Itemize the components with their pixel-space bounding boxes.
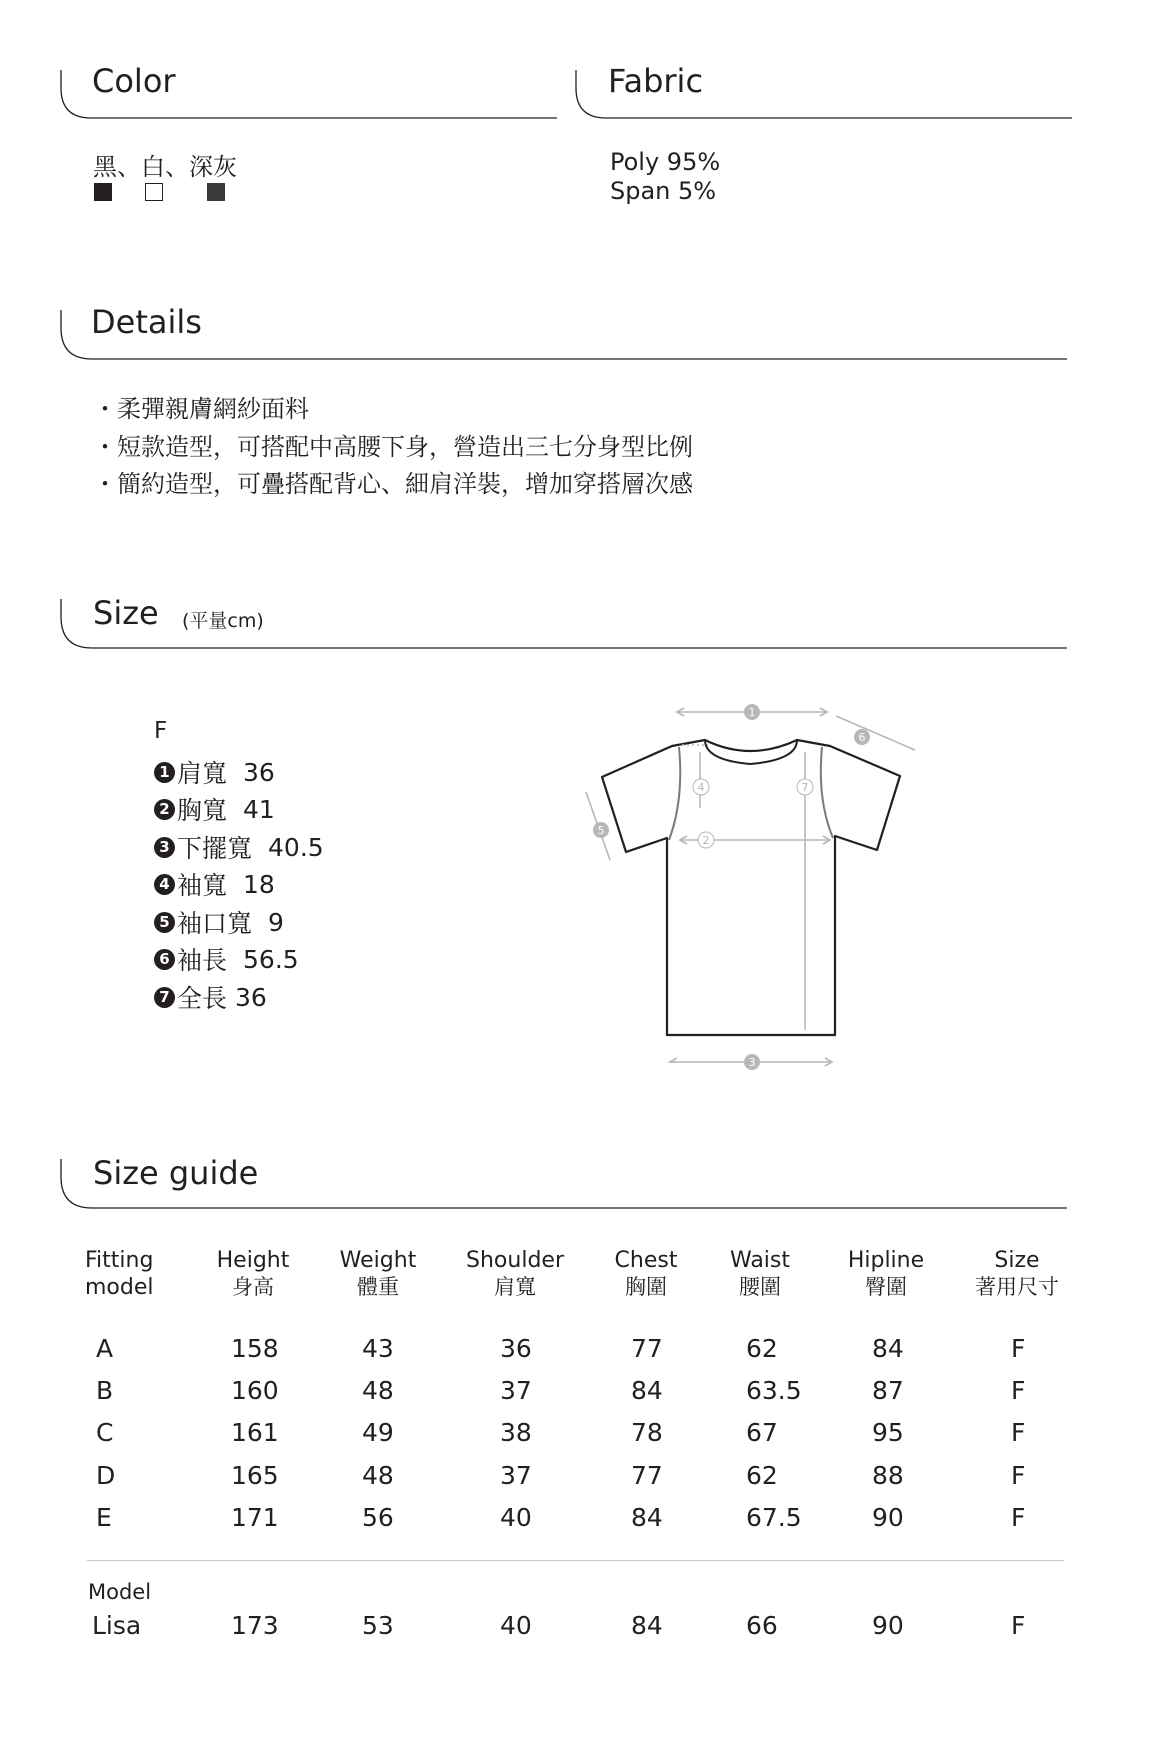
details-item-2: ・短款造型，可搭配中高腰下身，營造出三七分身型比例 <box>93 433 693 461</box>
fabric-line-2: Span 5% <box>610 177 717 205</box>
measure-sleeve-width <box>154 866 275 902</box>
table-cell: F <box>1011 1418 1026 1447</box>
table-cell: 48 <box>362 1376 394 1405</box>
table-cell: 63.5 <box>746 1376 802 1405</box>
number-badge: 2 <box>154 799 175 820</box>
color-names: 黑、白、深灰 <box>93 153 237 181</box>
diagram-marker-5: 5 <box>597 824 605 837</box>
diagram-marker-4: 4 <box>697 781 705 794</box>
diagram-marker-6: 6 <box>858 731 866 744</box>
header-height: Height 身高 <box>216 1248 290 1299</box>
measure-name: 袖長 <box>177 946 228 975</box>
measure-hem <box>154 829 324 865</box>
table-cell: 171 <box>231 1503 279 1532</box>
header-hipline: Hipline 臀圍 <box>847 1248 925 1299</box>
header-shoulder: Shoulder 肩寬 <box>466 1248 564 1299</box>
table-cell: 78 <box>631 1418 663 1447</box>
number-badge: 3 <box>154 837 175 858</box>
details-item-3: ・簡約造型，可疊搭配背心、細肩洋裝，增加穿搭層次感 <box>93 470 693 498</box>
table-cell: 84 <box>631 1611 663 1640</box>
measure-value: 18 <box>243 869 275 899</box>
fabric-title: Fabric <box>608 62 704 100</box>
table-cell: 77 <box>631 1461 663 1490</box>
table-cell: 67 <box>746 1418 778 1447</box>
table-cell: C <box>96 1418 114 1447</box>
number-badge: 7 <box>154 987 175 1008</box>
measure-shoulder <box>154 754 275 790</box>
measure-value: 56.5 <box>243 944 299 974</box>
measure-name: 全長 <box>177 984 228 1013</box>
table-cell: F <box>1011 1611 1026 1640</box>
diagram-marker-1: 1 <box>748 706 756 719</box>
table-cell: 56 <box>362 1503 394 1532</box>
table-cell: 43 <box>362 1334 394 1363</box>
table-cell: F <box>1011 1376 1026 1405</box>
diagram-marker-3: 3 <box>748 1056 756 1069</box>
number-badge: 5 <box>154 912 175 933</box>
measure-value: 9 <box>268 907 284 937</box>
color-title: Color <box>92 62 176 100</box>
table-cell: 49 <box>362 1418 394 1447</box>
header-chest: Chest 胸圍 <box>614 1248 678 1299</box>
table-cell: 40 <box>500 1611 532 1640</box>
header-size: Size 著用尺寸 <box>975 1248 1059 1299</box>
measure-sleeve-length <box>154 941 299 977</box>
measure-name: 胸寬 <box>177 796 228 825</box>
measure-name: 肩寬 <box>177 759 228 788</box>
table-cell: 84 <box>631 1503 663 1532</box>
header-fitting: Fitting model <box>85 1248 154 1300</box>
table-cell: 67.5 <box>746 1503 802 1532</box>
table-cell: 38 <box>500 1418 532 1447</box>
table-cell: B <box>96 1376 114 1405</box>
tshirt-diagram <box>560 690 940 1090</box>
swatch-dark-gray <box>207 183 225 201</box>
table-cell: 84 <box>631 1376 663 1405</box>
table-cell: 161 <box>231 1418 279 1447</box>
fabric-line-1: Poly 95% <box>610 148 721 176</box>
size-title: Size <box>93 594 159 632</box>
details-title: Details <box>91 303 202 341</box>
table-cell: 84 <box>872 1334 904 1363</box>
header-waist: Waist 腰圍 <box>729 1248 791 1299</box>
table-cell: 90 <box>872 1503 904 1532</box>
table-cell: Lisa <box>92 1611 142 1640</box>
table-cell: 40 <box>500 1503 532 1532</box>
size-unit: (平量cm) <box>182 610 264 632</box>
details-header-line <box>60 303 1070 362</box>
measure-value: 36 <box>243 757 275 787</box>
table-cell: 37 <box>500 1376 532 1405</box>
measure-name: 袖口寬 <box>177 909 253 938</box>
measure-name: 下擺寬 <box>177 834 253 863</box>
table-cell: F <box>1011 1334 1026 1363</box>
number-badge: 4 <box>154 874 175 895</box>
table-cell: 158 <box>231 1334 279 1363</box>
table-cell: 77 <box>631 1334 663 1363</box>
swatch-black <box>94 183 112 201</box>
table-cell: 62 <box>746 1334 778 1363</box>
measure-total-length <box>154 979 267 1015</box>
size-guide-title: Size guide <box>93 1154 259 1192</box>
table-cell: 90 <box>872 1611 904 1640</box>
measure-name: 袖寬 <box>177 871 228 900</box>
table-cell: 62 <box>746 1461 778 1490</box>
table-cell: 88 <box>872 1461 904 1490</box>
header-weight: Weight 體重 <box>339 1248 417 1299</box>
swatch-white <box>145 183 163 201</box>
table-cell: 37 <box>500 1461 532 1490</box>
table-cell: A <box>96 1334 114 1363</box>
measure-value: 36 <box>235 982 267 1012</box>
model-label: Model <box>88 1580 152 1604</box>
measure-value: 41 <box>243 794 275 824</box>
table-cell: 66 <box>746 1611 778 1640</box>
table-divider <box>87 1560 1064 1561</box>
measure-value: 40.5 <box>268 832 324 862</box>
table-cell: F <box>1011 1461 1026 1490</box>
table-cell: 160 <box>231 1376 279 1405</box>
diagram-marker-2: 2 <box>702 834 710 847</box>
table-cell: 53 <box>362 1611 394 1640</box>
table-cell: 48 <box>362 1461 394 1490</box>
number-badge: 6 <box>154 949 175 970</box>
table-cell: 173 <box>231 1611 279 1640</box>
details-item-1: ・柔彈親膚網紗面料 <box>93 395 309 423</box>
number-badge: 1 <box>154 762 175 783</box>
size-label: F <box>154 718 168 744</box>
table-cell: 95 <box>872 1418 904 1447</box>
table-cell: 165 <box>231 1461 279 1490</box>
diagram-marker-7: 7 <box>801 781 809 794</box>
table-cell: 36 <box>500 1334 532 1363</box>
measure-cuff-width <box>154 904 284 940</box>
table-cell: D <box>96 1461 116 1490</box>
measure-chest <box>154 791 275 827</box>
table-cell: 87 <box>872 1376 904 1405</box>
table-cell: F <box>1011 1503 1026 1532</box>
table-cell: E <box>96 1503 112 1532</box>
